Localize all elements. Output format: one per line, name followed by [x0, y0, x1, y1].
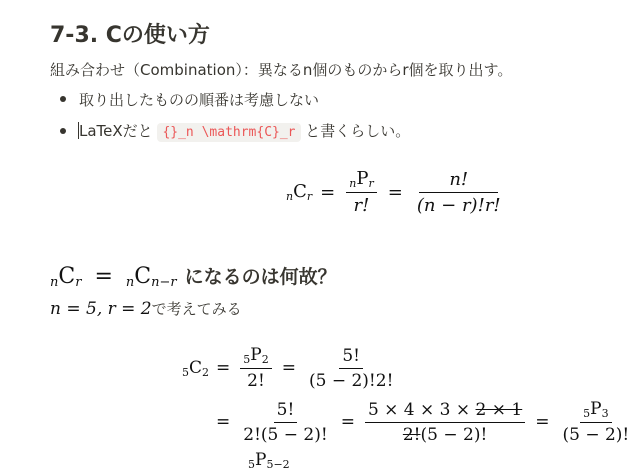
derivation-line-3: $_5P_{5-2}$ — [248, 450, 290, 471]
fraction-factorial: $\frac{n!}{(n - r)!r!}$ — [416, 168, 501, 216]
derivation-line-2: = $\frac{5!}{2!(5 - 2)!}$ = $\frac{5 \times 4 \times 3 \times 2 \times 1}{2!(5 - 2)!}$ = $\frac{_5P_3}{(5 - 2)!}$ — [216, 399, 635, 445]
example-line: n = 5, r = 2 で考えてみる — [50, 299, 242, 319]
bullet-dot — [60, 96, 66, 102]
section2-heading — [50, 262, 337, 290]
fraction: $\frac{5!}{2!(5 - 2)!}$ — [243, 399, 328, 445]
bullet-item-1: 取り出したものの順番は考慮しない — [79, 91, 320, 109]
section-heading: 7-3. Cの使い方 — [50, 23, 210, 48]
heading-text: になるのは何故？ — [184, 266, 337, 288]
fraction-permutation: $\frac{_nP_r}{r!}$ — [346, 168, 376, 216]
fraction-cancelled: $\frac{5 \times 4 \times 3 \times 2 \times 1}{2!(5 - 2)!}$ — [365, 400, 525, 445]
fraction: $\frac{_5P_2}{2!}$ — [240, 345, 271, 391]
bullet-item-2-prefix: LaTeXだと — [79, 122, 153, 140]
heading-math: $_nC_r = _nC_{n-r}$ — [50, 264, 177, 290]
inline-code: {}_n \mathrm{C}_r — [157, 123, 300, 142]
intro-paragraph: 組み合わせ（Combination）：異なるn個のものからr個を取り出す。 — [50, 61, 513, 79]
bullet-item-2-suffix: と書くらしい。 — [305, 122, 411, 140]
bullet-dot — [60, 128, 66, 134]
derivation-line-1: $_5C_2$ = $\frac{_5P_2}{2!}$ = $\frac{5!}{(5 - 2)!2!}$ — [182, 345, 399, 391]
fraction: $\frac{5!}{(5 - 2)!2!}$ — [308, 345, 394, 391]
formula-combination: $_nC_r$ = $\frac{_nP_r}{r!}$ = $\frac{n!}{(n - r)!r!}$ — [286, 168, 507, 216]
formula-lhs: $_nC_r$ — [286, 181, 313, 203]
fraction: $\frac{_5P_3}{(5 - 2)!}$ — [562, 399, 630, 445]
bullet-item-2[interactable] — [79, 120, 410, 141]
